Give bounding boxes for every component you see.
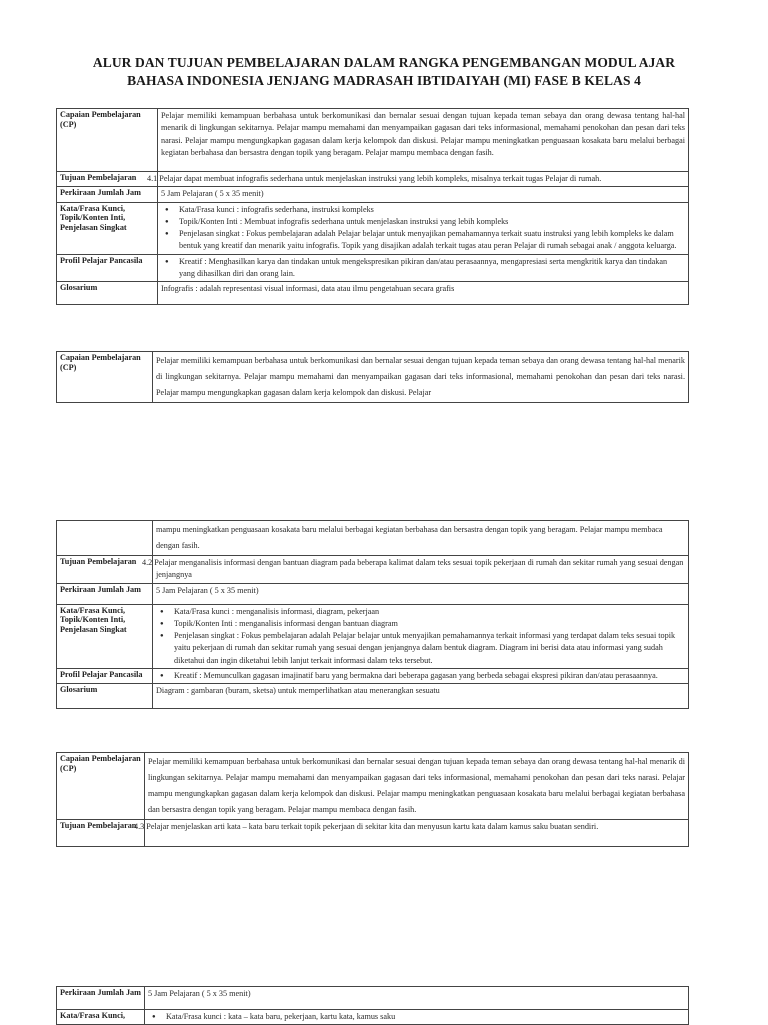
- cp-label: Capaian Pembelajaran (CP): [57, 109, 158, 172]
- row-jam: [57, 583, 689, 604]
- jam-text: 5 Jam Pelajaran ( 5 x 35 menit): [145, 987, 689, 1010]
- glosarium-label: Glosarium: [57, 684, 153, 709]
- page-title-line-2: BAHASA INDONESIA JENJANG MADRASAH IBTIDAIYAH (MI) FASE B KELAS 4: [127, 73, 641, 88]
- list-item: ● Kata/Frasa kunci : kata – kata baru, pekerjaan, kartu kata, kamus saku: [160, 1011, 685, 1023]
- row-cp-cont: [57, 521, 689, 556]
- jam-text: 5 Jam Pelajaran ( 5 x 35 menit): [153, 583, 689, 604]
- kata-cell: [153, 604, 689, 668]
- profil-cell: [158, 254, 689, 282]
- row-cp: [57, 352, 689, 403]
- profil-cell: [153, 669, 689, 684]
- row-profil: [57, 254, 689, 282]
- list-item: ● Kreatif : Menghasilkan karya dan tindakan untuk mengekspresikan pikiran dan/atau perasaannya, mengapresiasi serta mengkritik karya dan tindakan yang dihasilkan diri dan orang lain.: [173, 256, 685, 281]
- row-kata: [57, 604, 689, 668]
- tp-text: 4.3 Pelajar menjelaskan arti kata – kata baru terkait topik pekerjaan di sekitar kita dan menyusun kartu kata dalam kamus saku buatan sendiri.: [145, 819, 689, 846]
- tp-text: 4.1 Pelajar dapat membuat infografis sederhana untuk menjelaskan instruksi yang lebih kompleks, misalnya terkait tugas Pelajar di rumah.: [158, 172, 689, 187]
- list-item: ● Topik/Konten Inti : Membuat infografis sederhana untuk menjelaskan instruksi yang lebih kompleks: [173, 216, 685, 228]
- glosarium-text: Infografis : adalah representasi visual informasi, data atau ilmu pengetahuan secara grafis: [158, 282, 689, 305]
- row-tp: [57, 555, 689, 583]
- cp-text: Pelajar memiliki kemampuan berbahasa untuk berkomunikasi dan bernalar sesuai dengan tujuan kepada teman sebaya dan orang dewasa tentang hal-hal menarik di lingkungan sekitarnya. Pelajar mampu memahami dan menyampaikan gagasan dari teks informasional, memahami penokohan dan pesan dari teks narasi. Pelajar mampu mengungkapkan gagasan dalam kerja kelompok dan diskusi. Pelajar mampu meningkatkan penguasaan kosakata baru melalui berbagai kegiatan berbahasa dan bersastra dengan topik yang beragam. Pelajar mampu membaca dengan fasih.: [145, 753, 689, 820]
- page-title-line-1: ALUR DAN TUJUAN PEMBELAJARAN DALAM RANGKA PENGEMBANGAN MODUL AJAR: [92, 55, 676, 70]
- list-item: ● Kreatif : Memunculkan gagasan imajinatif baru yang bermakna dari beberapa gagasan yang berbeda sebagai ekspresi pikiran dan/atau perasaannya.: [168, 670, 685, 682]
- profil-label: Profil Pelajar Pancasila: [57, 669, 153, 684]
- jam-label: Perkiraan Jumlah Jam: [57, 583, 153, 604]
- profil-label: Profil Pelajar Pancasila: [57, 254, 158, 282]
- list-item: ● Penjelasan singkat : Fokus pembelajaran adalah Pelajar belajar untuk menyajikan pemahamannya terkait informasi yang terdapat dalam teks sesuai topik yaitu pekerjaan di rumah dan sekitar rumah yang sesuai dengan jenjangnya dalam bentuk diagram. Diagram ini berisi data atau informasi yang sudah diketahui dan ingin diketahui lebih lanjut terkait informasi dalam teks tersebut.: [168, 630, 685, 667]
- list-item: ● Kata/Frasa kunci : menganalisis informasi, diagram, pekerjaan: [168, 606, 685, 618]
- tp-label: Tujuan Pembelajaran: [57, 555, 153, 583]
- row-tp: [57, 819, 689, 846]
- row-jam: [57, 187, 689, 202]
- cp-table-2-top: [56, 351, 689, 403]
- kata-label: Kata/Frasa Kunci, Topik/Konten Inti, Penjelasan Singkat: [57, 202, 158, 254]
- list-item: ● Kata/Frasa kunci : infografis sederhana, instruksi kompleks: [173, 204, 685, 216]
- kata-label: Kata/Frasa Kunci, Topik/Konten Inti, Penjelasan Singkat: [57, 604, 153, 668]
- tp-label: Tujuan Pembelajaran: [57, 172, 158, 187]
- cp-text: Pelajar memiliki kemampuan berbahasa untuk berkomunikasi dan bernalar sesuai dengan tujuan kepada teman sebaya dan orang dewasa tentang hal-hal menarik di lingkungan sekitarnya. Pelajar mampu memahami dan menyampaikan gagasan dari teks informasional, memahami penokohan dan pesan dari teks narasi. Pelajar mampu mengungkapkan gagasan dalam kerja kelompok dan diskusi. Pelajar: [153, 352, 689, 403]
- cp-table-1: [56, 108, 689, 305]
- row-glosarium: [57, 282, 689, 305]
- row-cp: [57, 109, 689, 172]
- row-profil: [57, 669, 689, 684]
- row-kata: [57, 202, 689, 254]
- cp-text: Pelajar memiliki kemampuan berbahasa untuk berkomunikasi dan bernalar sesuai dengan tujuan kepada teman sebaya dan orang dewasa tentang hal-hal menarik di lingkungan sekitarnya. Pelajar mampu memahami dan menyampaikan gagasan dari teks informasional, memahami penokohan dan pesan dari teks narasi. Pelajar mampu mengungkapkan gagasan dalam kerja kelompok dan diskusi. Pelajar mampu meningkatkan penguasaan kosakata baru melalui berbagai kegiatan berbahasa dan bersastra dengan topik yang beragam. Pelajar mampu membaca dengan fasih.: [158, 109, 689, 172]
- kata-cell: [145, 1010, 689, 1025]
- list-item: ● Topik/Konten Inti : menganalisis informasi dengan bantuan diagram: [168, 618, 685, 630]
- glosarium-text: Diagram : gambaran (buram, sketsa) untuk memperlihatkan atau menerangkan sesuatu: [153, 684, 689, 709]
- kata-cell: [158, 202, 689, 254]
- cp-label: Capaian Pembelajaran (CP): [57, 753, 145, 820]
- cp-table-3-top: [56, 752, 689, 847]
- row-jam: [57, 987, 689, 1010]
- cp-table-3-cont: [56, 986, 689, 1025]
- tp-label: Tujuan Pembelajaran: [57, 819, 145, 846]
- row-glosarium: [57, 684, 689, 709]
- list-item: ● Penjelasan singkat : Fokus pembelajaran adalah Pelajar belajar untuk menyajikan pemahamannya terkait suatu instruksi yang lebih kompleks ke dalam bentuk yang kreatif dan menarik yaitu infografis. Topik yang disajikan adalah terkait tugas atau peran Pelajar di rumah sebagai anak / anggota keluarga.: [173, 228, 685, 253]
- jam-label: Perkiraan Jumlah Jam: [57, 187, 158, 202]
- cp-label: Capaian Pembelajaran (CP): [57, 352, 153, 403]
- cp-text-cont: mampu meningkatkan penguasaan kosakata baru melalui berbagai kegiatan berbahasa dan bersastra dengan topik yang beragam. Pelajar mampu membaca dengan fasih.: [153, 521, 689, 556]
- tp-text: 4.2 Pelajar menganalisis informasi dengan bantuan diagram pada beberapa kalimat dalam teks sesuai topik pekerjaan di rumah dan sekitar rumah yang sesuai dengan jenjangnya: [153, 555, 689, 583]
- row-kata: [57, 1010, 689, 1025]
- jam-label: Perkiraan Jumlah Jam: [57, 987, 145, 1010]
- row-tp: [57, 172, 689, 187]
- row-cp: [57, 753, 689, 820]
- kata-label: Kata/Frasa Kunci,: [57, 1010, 145, 1025]
- jam-text: 5 Jam Pelajaran ( 5 x 35 menit): [158, 187, 689, 202]
- cp-table-2-cont: [56, 520, 689, 709]
- glosarium-label: Glosarium: [57, 282, 158, 305]
